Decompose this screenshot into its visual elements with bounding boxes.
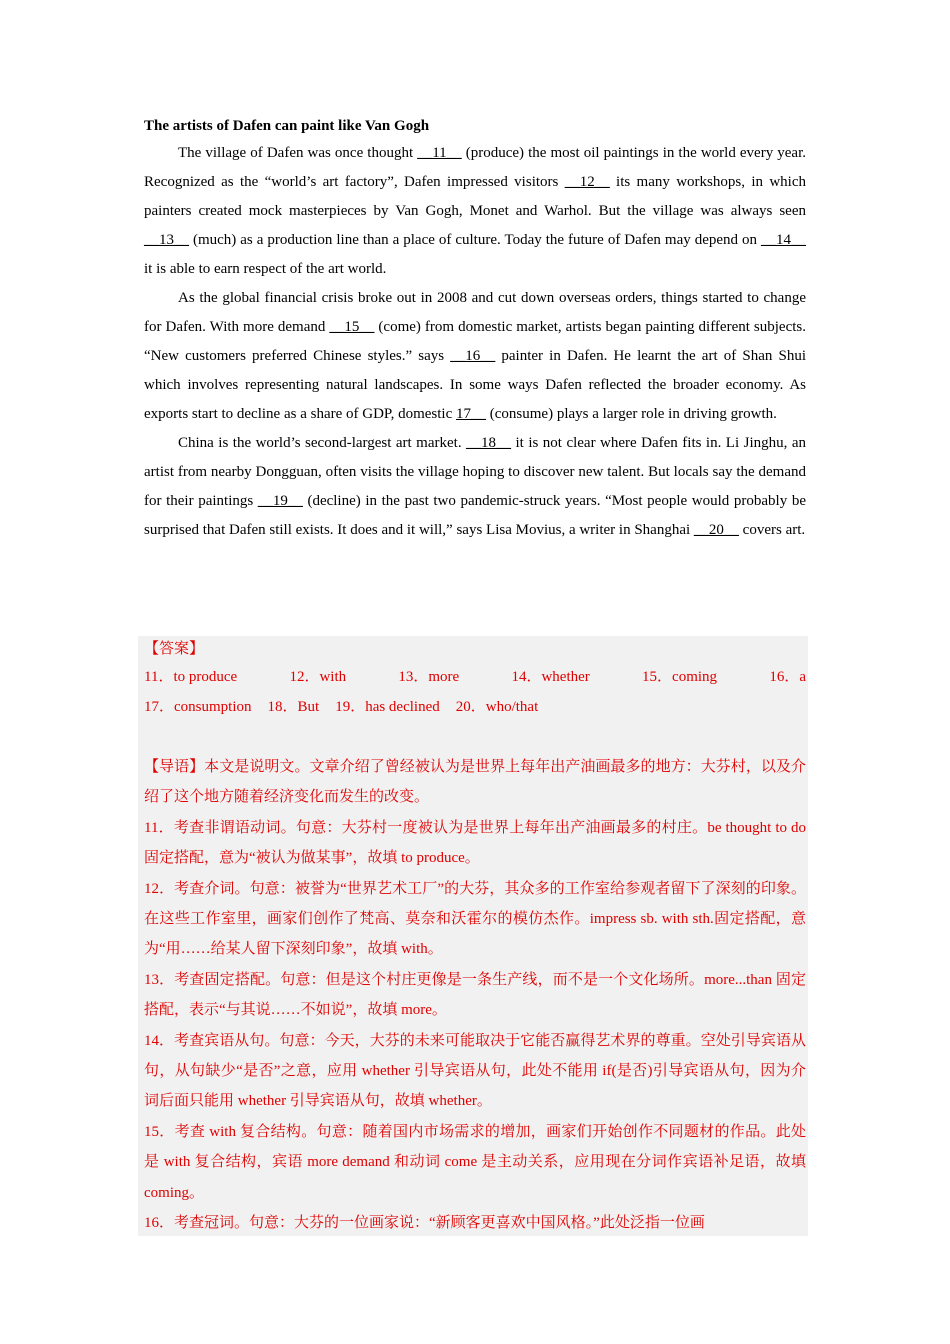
answer-row-2: [144, 692, 806, 722]
blank-12: __12__: [564, 174, 610, 190]
blank-18: __18__: [466, 435, 512, 451]
blank-16: __16__: [450, 348, 496, 364]
explanation-14: 14．考查宾语从句。句意：今天，大芬的未来可能取决于它能否赢得艺术界的尊重。空处引导宾语从句，从句缺少“是否”之意，应用 whether 引导宾语从句，此处不能用 if(是否)引导宾语从句，因为介词后面只能用 whether 引导宾语从句，故填 whether。: [144, 1032, 806, 1110]
answer-item: 17．consumption: [144, 699, 252, 715]
blank-20: __20__: [693, 522, 739, 538]
blank-11: __11__: [417, 145, 462, 161]
blank-13: __13__: [144, 232, 189, 248]
answer-header: 【答案】: [144, 641, 205, 657]
answer-item: 16．a: [769, 669, 806, 685]
answer-item: 19．has declined: [335, 699, 440, 715]
explanation-15: 15．考查 with 复合结构。句意：随着国内市场需求的增加，画家们开始创作不同题材的作品。此处是 with 复合结构，宾语 more demand 和动词 come 是主动关系，应用现在分词作宾语补足语，故填 coming。: [144, 1123, 806, 1201]
answer-item: 20．who/that: [455, 699, 539, 715]
blank-17: 17__: [456, 406, 487, 422]
answer-item: 18．But: [267, 699, 320, 715]
paragraph-2: As the global financial crisis broke out in 2008 and cut down overseas orders, things started to change for Dafen. With more demand __15__ (come) from domestic market, artists began painting different subjects. “New customers preferred Chinese styles.” says __16__ painter in Dafen. He learnt the art of Shan Shui which involves representing natural landscapes. In some ways Dafen reflected the broader economy. As exports start to decline as a share of GDP, domestic 17__ (consume) plays a larger role in driving growth.: [144, 290, 806, 422]
explanation-intro: 【导语】本文是说明文。文章介绍了曾经被认为是世界上每年出产油画最多的地方：大芬村，以及介绍了这个地方随着经济变化而发生的改变。: [144, 759, 806, 806]
paragraph-1: The village of Dafen was once thought __11__ (produce) the most oil paintings in the world every year. Recognized as the “world’s art factory”, Dafen impressed visitors __12__ its many workshops, in which painters created mock masterpieces by Van Gogh, Monet and Warhol. But the village was always seen __13__ (much) as a production line than a place of culture. Today the future of Dafen may depend on __14__ it is able to earn respect of the art world.: [144, 145, 806, 277]
answer-item: 13．more: [398, 669, 460, 685]
answer-row-1: [144, 662, 806, 692]
explanation-12: 12．考查介词。句意：被誉为“世界艺术工厂”的大芬，其众多的工作室给参观者留下了深刻的印象。在这些工作室里，画家们创作了梵高、莫奈和沃霍尔的模仿杰作。impress sb. with sth.固定搭配，意为“用……给某人留下深刻印象”，故填 with。: [144, 880, 806, 958]
explanation-16: 16．考查冠词。句意：大芬的一位画家说：“新顾客更喜欢中国风格。”此处泛指一位画: [144, 1215, 705, 1232]
answer-item: 12．with: [289, 669, 347, 685]
answer-item: 11．to produce: [144, 669, 238, 685]
answer-item: 14．whether: [511, 669, 590, 685]
passage-title: The artists of Dafen can paint like Van Gogh: [144, 118, 430, 134]
paragraph-3: China is the world’s second-largest art market. __18__ it is not clear where Dafen fits in. Li Jinghu, an artist from nearby Dongguan, often visits the village hoping to discover new talent. But locals say the demand for their paintings __19__ (decline) in the past two pandemic-struck years. “Most people would probably be surprised that Dafen still exists. It does and it will,” says Lisa Movius, a writer in Shanghai __20__ covers art.: [144, 435, 806, 538]
answer-section: [138, 636, 808, 1236]
blank-14: __14__: [761, 232, 806, 248]
blank-19: __19__: [257, 493, 303, 509]
answer-item: 15．coming: [642, 669, 718, 685]
blank-15: __15__: [329, 319, 375, 335]
passage: [144, 113, 806, 545]
explanation-13: 13．考查固定搭配。句意：但是这个村庄更像是一条生产线，而不是一个文化场所。more...than 固定搭配，表示“与其说……不如说”，故填 more。: [144, 971, 806, 1019]
explanation-11: 11．考查非谓语动词。句意：大芬村一度被认为是世界上每年出产油画最多的村庄。be thought to do 固定搭配，意为“被认为做某事”，故填 to produce。: [144, 819, 806, 867]
